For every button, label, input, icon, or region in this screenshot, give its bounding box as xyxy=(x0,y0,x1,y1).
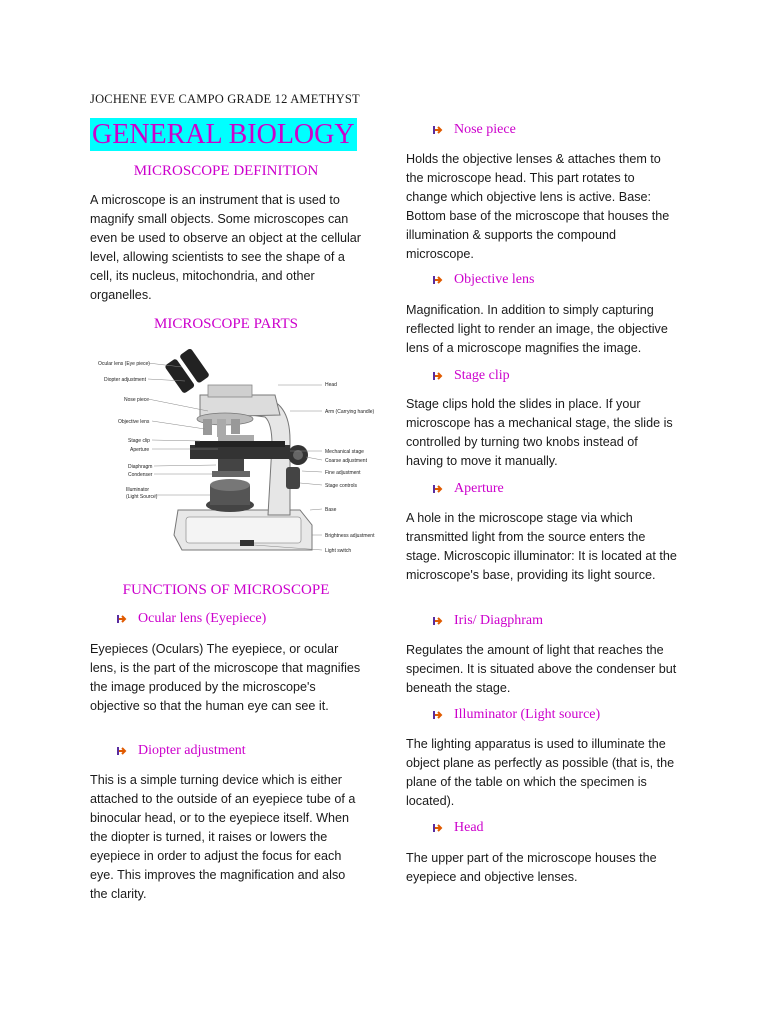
item-title: Ocular lens (Eyepiece) xyxy=(138,611,267,626)
label-base: Base xyxy=(325,507,337,513)
microscope-illustration xyxy=(90,345,380,565)
label-ocular-lens: Ocular lens (Eye piece) xyxy=(98,361,150,367)
label-light-source: (Light Source) xyxy=(126,494,158,500)
bullet-diopter xyxy=(116,743,246,759)
label-brightness: Brightness adjustment xyxy=(325,533,375,539)
arrow-bullet-icon xyxy=(432,483,444,495)
item-text: The upper part of the microscope houses the eyepiece and objective lenses. xyxy=(406,851,657,884)
item-text: Regulates the amount of light that reaches the specimen. It is situated above the condenser but beneath the stage. xyxy=(406,643,677,695)
label-aperture: Aperture xyxy=(130,447,150,453)
label-light-switch: Light switch xyxy=(325,548,352,554)
item-text: Magnification. In addition to simply capturing reflected light to render an image, the objective lens of a microscope magnifies the image. xyxy=(406,303,668,355)
arrow-bullet-icon xyxy=(432,709,444,721)
arrow-bullet-icon xyxy=(432,822,444,834)
arrow-bullet-icon xyxy=(432,124,444,136)
arrow-bullet-icon xyxy=(116,745,128,757)
bullet-objective-lens xyxy=(432,272,534,288)
label-mechanical-stage: Mechanical stage xyxy=(325,449,364,455)
arrow-bullet-icon xyxy=(116,613,128,625)
label-fine-adjustment: Fine adjustment xyxy=(325,470,361,476)
arrow-bullet-icon xyxy=(432,615,444,627)
label-head: Head xyxy=(325,382,337,388)
label-stage-controls: Stage controls xyxy=(325,483,357,489)
label-objective-lens: Objective lens xyxy=(118,419,150,425)
item-text: Eyepieces (Oculars) The eyepiece, or ocular lens, is the part of the microscope that magnifies the image produced by the microscope's objective so that the human eye can see it. xyxy=(90,642,361,713)
bullet-aperture xyxy=(432,481,504,497)
bullet-ocular-lens xyxy=(116,611,266,627)
label-arm: Arm (Carrying handle) xyxy=(325,409,375,415)
item-title: Illuminator (Light source) xyxy=(454,707,601,722)
item-title: Head xyxy=(454,820,484,835)
author-line: JOCHENE EVE CAMPO GRADE 12 AMETHYST xyxy=(90,92,360,106)
label-stage-clip: Stage clip xyxy=(128,438,150,444)
arrow-bullet-icon xyxy=(432,274,444,286)
label-diaphragm: Diaphragm xyxy=(128,464,153,470)
bullet-head xyxy=(432,820,484,836)
arrow-bullet-icon xyxy=(432,370,444,382)
bullet-stage-clip xyxy=(432,368,510,384)
item-title: Objective lens xyxy=(454,272,535,287)
bullet-illuminator xyxy=(432,707,600,723)
item-text: Holds the objective lenses & attaches them to the microscope head. This part rotates to change which objective lens is active. Base: Bottom base of the microscope that houses the illumination & supports the compound microscope. xyxy=(406,152,670,261)
label-condenser: Condenser xyxy=(128,472,153,478)
microscope-diagram xyxy=(90,345,380,565)
item-text: The lighting apparatus is used to illuminate the object plane as perfectly as possible (that is, the plane of the table on which the specimen is located). xyxy=(406,737,675,808)
definition-heading: MICROSCOPE DEFINITION xyxy=(133,163,319,179)
document-title: GENERAL BIOLOGY xyxy=(92,119,355,150)
functions-heading: FUNCTIONS OF MICROSCOPE xyxy=(122,582,330,598)
bullet-nose-piece xyxy=(432,122,516,138)
item-text: A hole in the microscope stage via which transmitted light from the source enters the stage. Microscopic illuminator: It is located at the microscope's base, providing its light source. xyxy=(406,511,677,582)
item-text: This is a simple turning device which is either attached to the outside of an eyepiece tube of a binocular head, or to the eyepiece itself. When the diopter is turned, it raises or lowers the eyepiece in order to adjust the focus for each eye. This improves the magnification and also the clarity. xyxy=(90,773,356,901)
item-title: Iris/ Diagphram xyxy=(454,613,544,628)
item-title: Aperture xyxy=(454,481,504,496)
item-title: Diopter adjustment xyxy=(138,743,246,758)
definition-text: A microscope is an instrument that is used to magnify small objects. Some microscopes can even be used to observe an object at the cellular level, allowing scientists to see the shape of a cell, its nucleus, mitochondria, and other organelles. xyxy=(90,193,361,302)
label-diopter: Diopter adjustment xyxy=(104,377,146,383)
parts-heading: MICROSCOPE PARTS xyxy=(153,316,299,332)
item-text: Stage clips hold the slides in place. If your microscope has a mechanical stage, the slide is controlled by turning two knobs instead of having to move it manually. xyxy=(406,397,673,468)
item-title: Stage clip xyxy=(454,368,510,383)
bullet-iris-diaphragm xyxy=(432,613,543,629)
label-nose-piece: Nose piece xyxy=(124,397,150,403)
item-title: Nose piece xyxy=(454,122,516,137)
label-coarse-adjustment: Coarse adjustment xyxy=(325,458,367,464)
label-illuminator: Illuminator xyxy=(126,487,150,493)
